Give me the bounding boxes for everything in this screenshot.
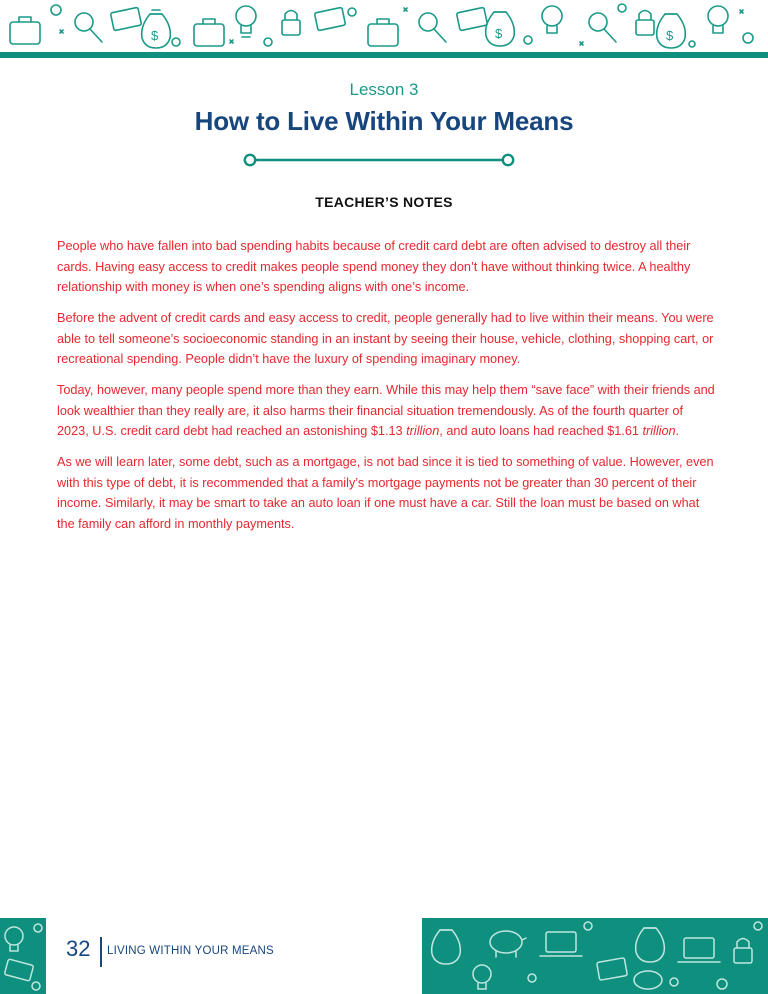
paragraph-3-emphasis-a: trillion	[406, 424, 440, 438]
svg-text:$: $	[666, 28, 674, 43]
svg-text:$: $	[495, 26, 503, 41]
lightbulb-icon	[708, 6, 728, 33]
lock-icon	[636, 11, 654, 36]
piggy-bank-icon	[634, 971, 662, 989]
paragraph-4: As we will learn later, some debt, such as a mortgage, is not bad since it is tied to something of value. However, even with this type of debt, it is recommended that a family’s mortgage payments not be greater than 30 percent of their income. Similarly, it may be smart to take an auto loan if one must have a car. Still the loan must be based on what the family can afford in monthly payments.	[57, 455, 714, 531]
lock-icon	[734, 939, 752, 964]
coin-icon	[32, 924, 42, 990]
paragraph-3-emphasis-b: trillion	[642, 424, 676, 438]
paragraph-3-text-c: .	[675, 424, 680, 438]
page-number: 32	[66, 936, 91, 961]
footer-pattern-right	[422, 918, 768, 994]
money-bag-icon	[432, 930, 461, 964]
money-bag-icon	[142, 10, 171, 48]
paragraph-3-text-b: , and auto loans had reached $1.61	[439, 424, 643, 438]
section-heading: TEACHER’S NOTES	[315, 194, 453, 210]
magnifier-icon	[589, 13, 616, 42]
running-footer-title: LIVING WITHIN YOUR MEANS	[107, 945, 274, 957]
money-bag-icon	[486, 12, 515, 46]
header-pattern-band	[0, 0, 768, 52]
laptop-icon	[678, 938, 720, 962]
magnifier-icon	[75, 13, 102, 42]
lightbulb-icon	[236, 6, 256, 37]
title-divider	[240, 151, 530, 169]
svg-text:$: $	[151, 28, 159, 43]
credit-card-icon	[4, 959, 33, 981]
money-bag-icon	[636, 928, 665, 962]
lesson-label: Lesson 3	[349, 80, 419, 99]
credit-card-icon	[314, 7, 345, 30]
paragraph-3-text-a: Today, however, many people spend more than they earn. While this may help them “save face” with their friends and look wealthier than they really are, it also harms their financial situation tremendously. As of the fourth quarter of 2023, U.S. credit card debt had reached an astonishing $1.13	[57, 383, 715, 438]
briefcase-icon	[10, 17, 40, 44]
money-bag-icon	[657, 14, 686, 48]
paragraph-2: Before the advent of credit cards and easy access to credit, people generally had to live within their means. You were able to tell someone’s socioeconomic standing in an instant by seeing their house, vehicle, clothing, shopping cart, or recreational spending. People didn’t have the luxury of spending imaginary money.	[57, 311, 714, 366]
header-rule	[0, 52, 768, 58]
teacher-notes-body	[57, 236, 717, 545]
credit-card-icon	[456, 7, 487, 30]
lightbulb-icon	[5, 927, 23, 951]
paragraph-1: People who have fallen into bad spending habits because of credit card debt are often advised to destroy all their cards. Having easy access to credit makes people spend money they don’t have without thinking twice. A healthy relationship with money is when one’s spending aligns with one’s income.	[57, 239, 691, 294]
piggy-bank-icon	[490, 931, 526, 957]
credit-card-icon	[110, 7, 141, 30]
lightbulb-icon	[473, 965, 491, 989]
credit-card-icon	[597, 958, 628, 981]
footer-pattern-left	[0, 918, 46, 994]
paragraph-3	[57, 380, 717, 442]
magnifier-icon	[419, 13, 446, 42]
page-title: How to Live Within Your Means	[194, 106, 574, 136]
laptop-icon	[540, 932, 582, 956]
briefcase-icon	[194, 19, 224, 46]
footer-separator	[100, 937, 102, 967]
briefcase-icon	[368, 19, 398, 46]
lock-icon	[282, 11, 300, 36]
lightbulb-icon	[542, 6, 562, 33]
